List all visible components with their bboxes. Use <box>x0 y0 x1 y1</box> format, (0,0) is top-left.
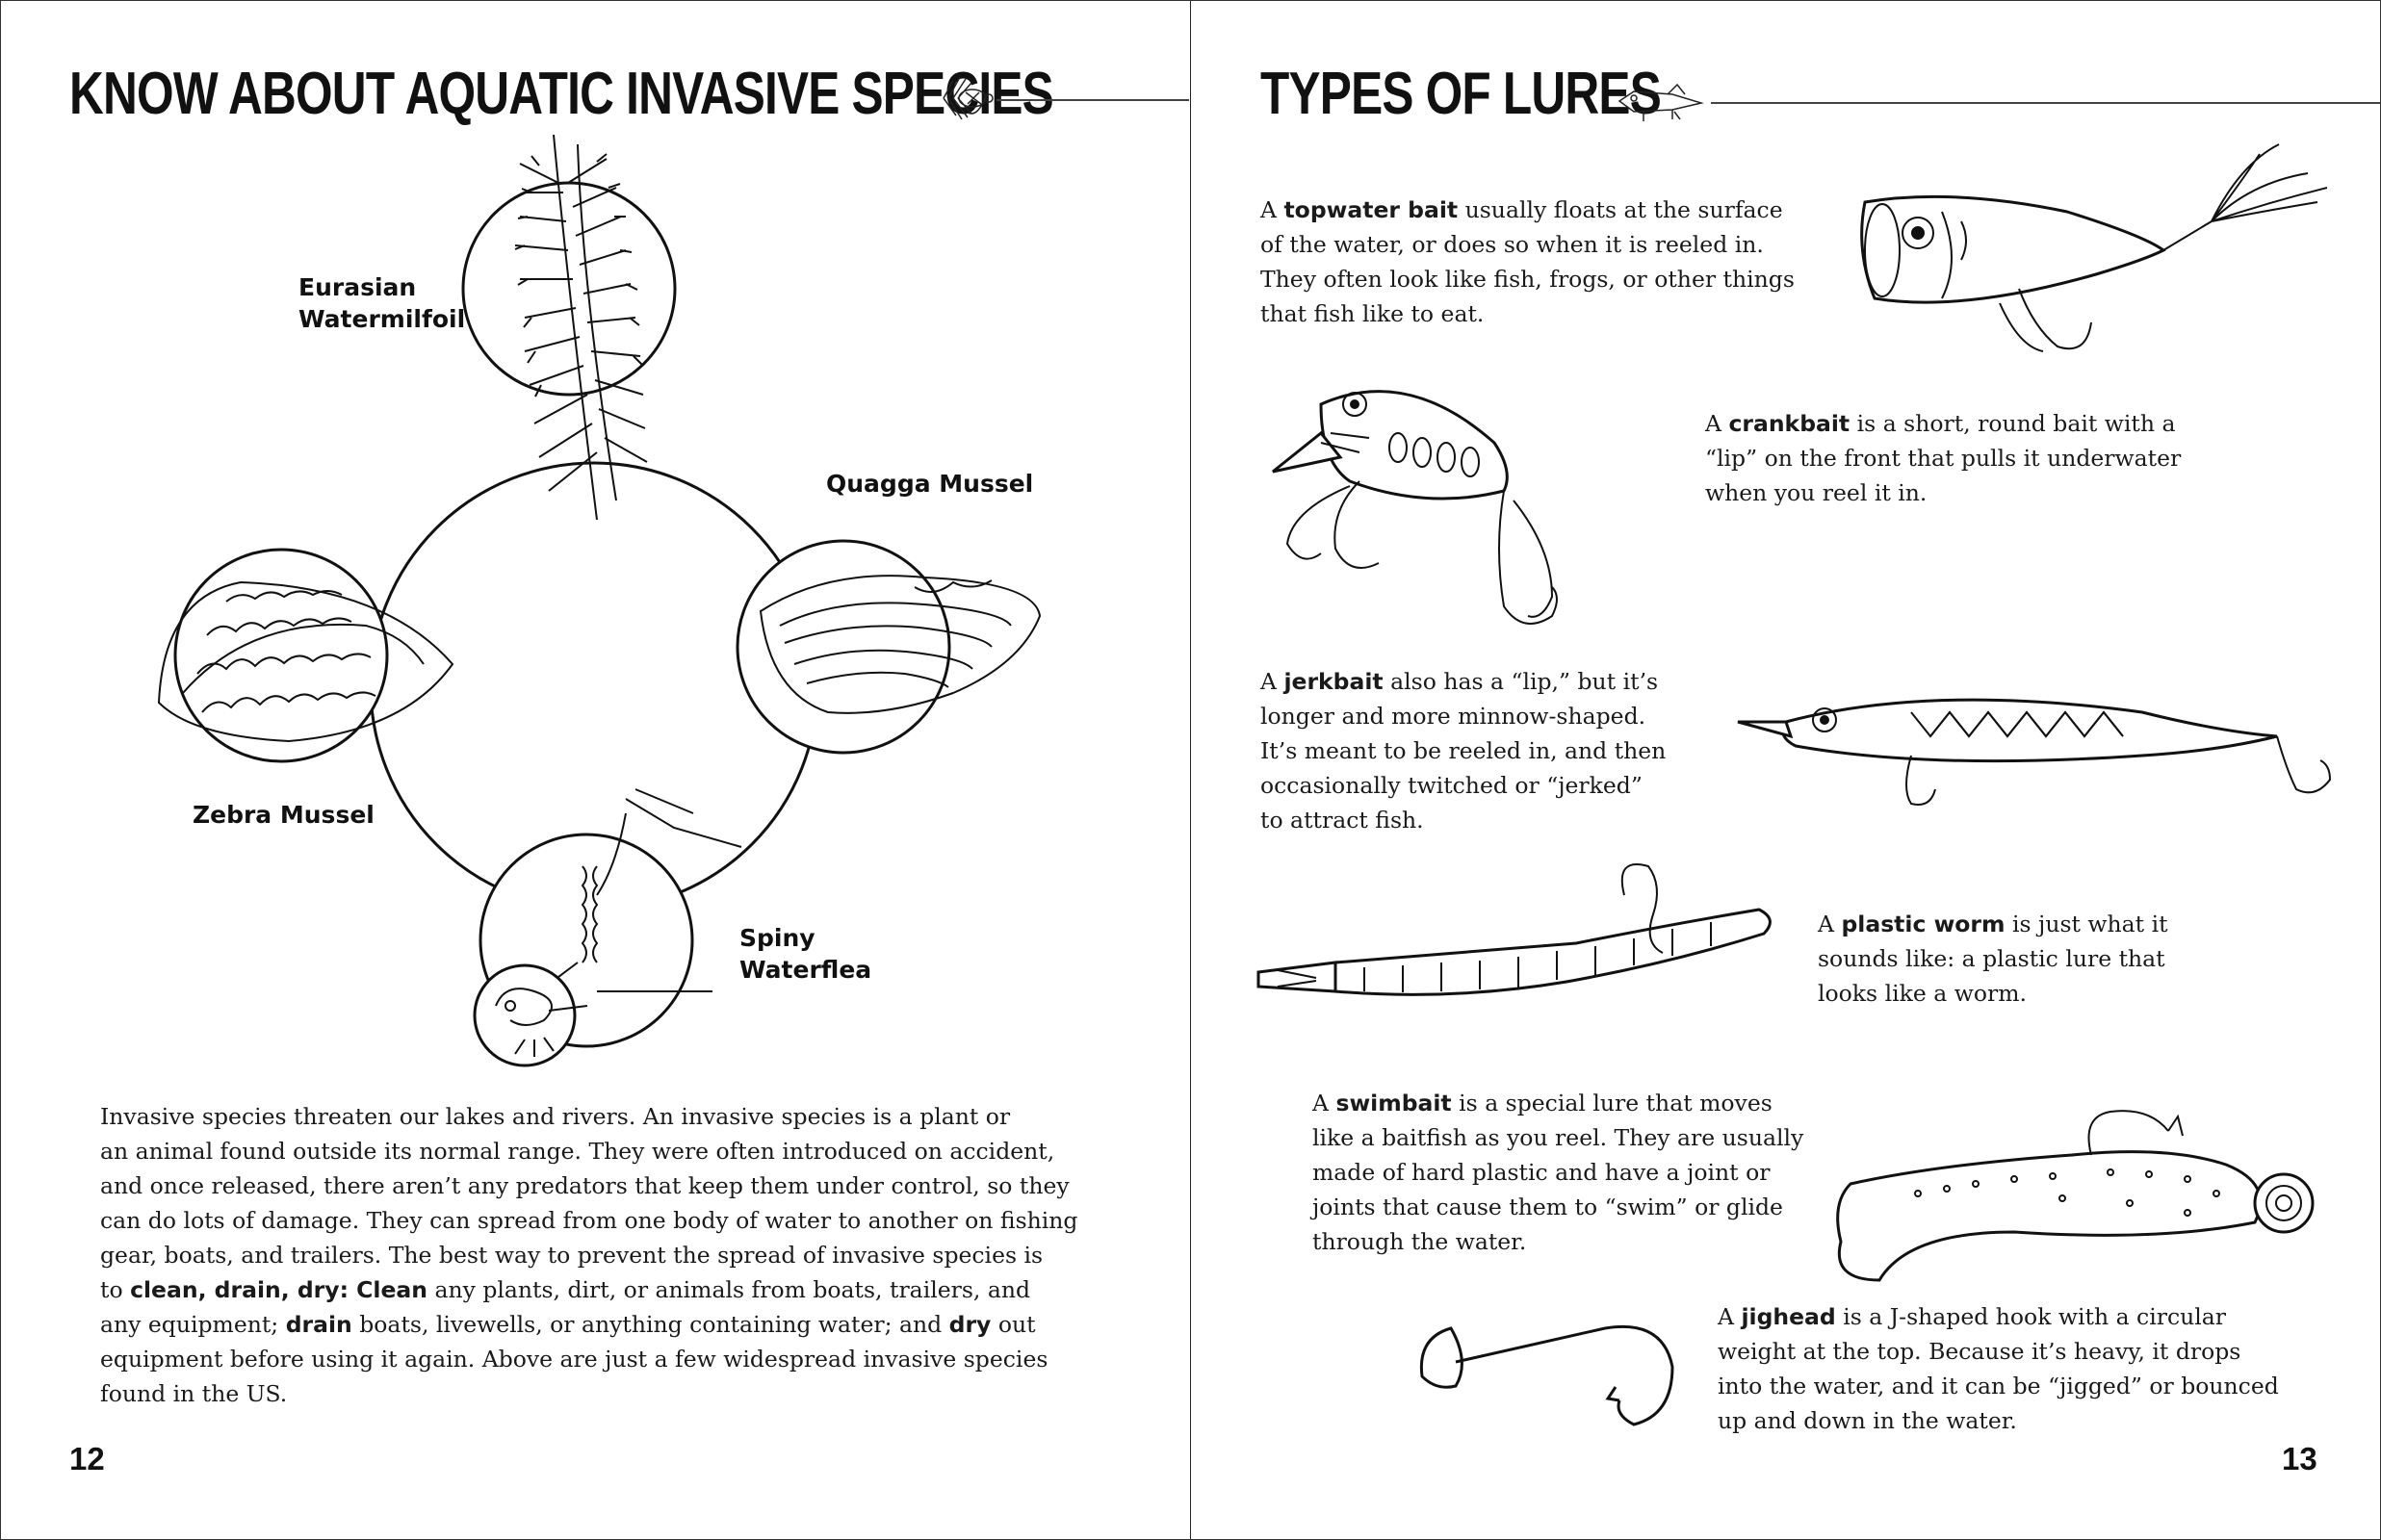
topwater-bait-illustration <box>1826 144 2366 395</box>
invasive-paragraph: Invasive species threaten our lakes and rivers. An invasive species is a plant or an animal found outside its normal range. They were often introduced on accident, and once released, there aren’t any predators that keep them under control, so they can do lots of damage. They can spread from one body of water to another on fishing gear, boats, and trailers. The best way to prevent the spread of invasive species is to clean, drain, dry: Clean any plants, dirt, or animals from boats, trailers, and any equipment; drain boats, livewells, or anything containing water; and dry out equipment before using it again. Above are just a few widespread invasive species found in the US. <box>100 1103 1078 1407</box>
jerkbait-description: A jerkbait also has a “lip,” but it’s longer and more minnow-shaped. It’s meant to be reeled in, and then occasionally twitched or “jerked” to attract fish. <box>1260 668 1667 834</box>
right-page <box>1191 0 2381 1540</box>
jerkbait-illustration <box>1738 664 2354 818</box>
small-lure-icon <box>1615 77 2380 125</box>
swimbait-illustration <box>1822 1088 2342 1290</box>
invasive-species-diagram <box>0 0 1190 1078</box>
watermilfoil-illustration <box>463 135 675 520</box>
label-eurasian: Eurasian <box>298 273 417 301</box>
topwater-description: A topwater bait usually floats at the surface of the water, or does so when it is reeled in. They often look like fish, frogs, or other things that fish like to eat. <box>1260 196 1795 327</box>
plastic-worm-description: A plastic worm is just what it sounds like: a plastic lure that looks like a worm. <box>1818 911 2168 1007</box>
label-watermilfoil: Watermilfoil <box>298 305 466 333</box>
label-waterflea: Waterflea <box>739 956 872 984</box>
page-title: KNOW ABOUT AQUATIC INVASIVE SPECIES <box>69 61 1053 127</box>
jighead-description: A jighead is a J-shaped hook with a circular weight at the top. Because it’s heavy, it drops into the water, and it can be “jigged” or bounced up and down in the water. <box>1718 1303 2279 1434</box>
plastic-worm-illustration <box>1258 857 1798 1030</box>
page-number: 13 <box>2282 1441 2317 1476</box>
page-title: TYPES OF LURES <box>1260 61 1661 127</box>
quagga-mussel-illustration <box>738 541 1040 753</box>
crankbait-description: A crankbait is a short, round bait with a “lip” on the front that pulls it underwater when you reel it in. <box>1705 410 2182 506</box>
label-quagga-mussel: Quagga Mussel <box>826 470 1034 498</box>
label-spiny: Spiny <box>739 924 815 952</box>
page-number: 12 <box>69 1441 105 1476</box>
label-zebra-mussel: Zebra Mussel <box>193 801 375 829</box>
left-page <box>0 0 1190 1540</box>
crankbait-illustration <box>1263 356 1629 645</box>
swimbait-description: A swimbait is a special lure that moves like a baitfish as you reel. They are usually made of hard plastic and have a joint or joints that cause them to “swim” or glide through the water. <box>1312 1090 1804 1255</box>
jighead-illustration <box>1412 1309 1701 1444</box>
